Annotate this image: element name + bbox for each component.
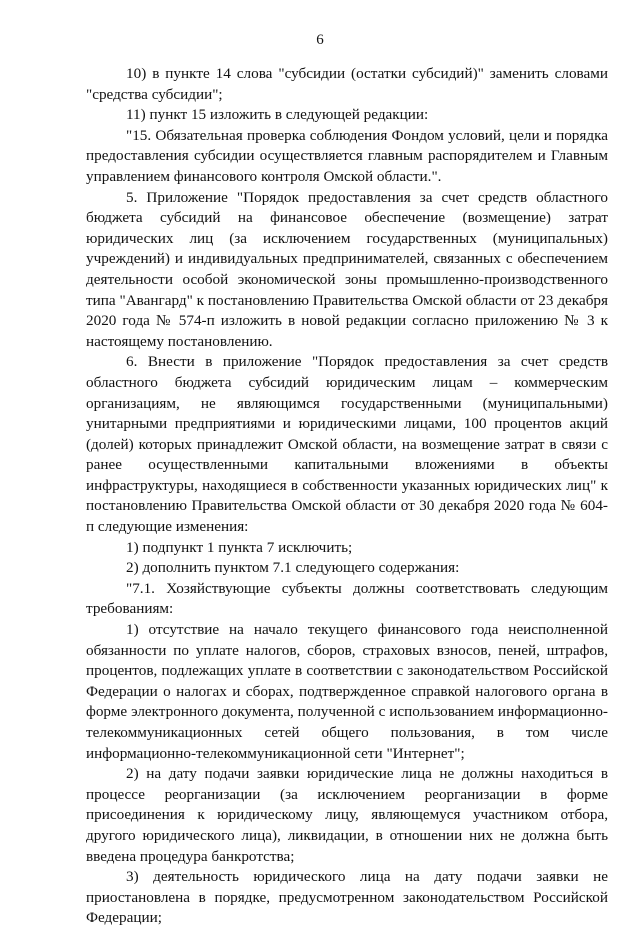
paragraph-subitem-2: 2) дополнить пунктом 7.1 следующего содержания:	[126, 559, 460, 577]
document-body	[86, 64, 608, 929]
page-number: 6	[316, 32, 324, 48]
paragraph-section-5: 5. Приложение "Порядок предоставления за счет средств областного бюджета субсидий на финансовое обеспечение (возмещение) затрат юридических лиц (за исключением государственных (муниципальных) учреждений) и индивидуальных предпринимателей, связанных с обеспечением деятельности особой экономической зоны промышленно-производственного типа "Авангард" к постановлению Правительства Омской области от 23 декабря 2020 года № 574-п изложить в новой редакции согласно приложению № 3 к настоящему постановлению.	[86, 188, 608, 350]
paragraph-requirement-3: 3) деятельность юридического лица на дату подачи заявки не приостановлена в порядке, предусмотренном законодательством Российской Федерации;	[86, 868, 608, 927]
paragraph-point-15-text: "15. Обязательная проверка соблюдения Фондом условий, цели и порядка предоставления субсидии осуществляется главным распорядителем и Главным управлением финансового контроля Омской области.".	[86, 126, 608, 185]
paragraph-requirement-2: 2) на дату подачи заявки юридические лица не должны находиться в процессе реорганизации (за исключением реорганизации в форме присоединения к юридическому лицу, являющемуся участником отбора, другого юридического лица), ликвидации, в отношении них не должна быть введена процедура банкротства;	[86, 765, 608, 865]
paragraph-requirement-1: 1) отсутствие на начало текущего финансового года неисполненной обязанности по уплате налогов, сборов, страховых взносов, пеней, штрафов, процентов, подлежащих уплате в соответствии с законодательством Российской Федерации о налогах и сборах, подтвержденное справкой налогового органа в форме электронного документа, полученной с использованием информационно-телекоммуникационных сетей общего пользования, в том числе информационно-телекоммуникационной сети "Интернет";	[86, 621, 608, 762]
paragraph-section-6: 6. Внести в приложение "Порядок предоставления за счет средств областного бюджета субсидий юридическим лицам – коммерческим организациям, не являющимся государственными (муниципальными) унитарными предприятиями и юридическими лицами, 100 процентов акций (долей) которых принадлежит Омской области, на возмещение затрат в связи с ранее осуществленными капитальными вложениями в объекты инфраструктуры, находящиеся в собственности указанных юридических лиц" к постановлению Правительства Омской области от 30 декабря 2020 года № 604-п следующие изменения:	[86, 353, 608, 536]
paragraph-item-11: 11) пункт 15 изложить в следующей редакции:	[126, 106, 429, 124]
paragraph-point-7-1: "7.1. Хозяйствующие субъекты должны соответствовать следующим требованиям:	[86, 579, 608, 618]
paragraph-subitem-1: 1) подпункт 1 пункта 7 исключить;	[126, 538, 353, 556]
paragraph-item-10: 10) в пункте 14 слова "субсидии (остатки субсидий)" заменить словами "средства субсидии";	[86, 65, 608, 103]
